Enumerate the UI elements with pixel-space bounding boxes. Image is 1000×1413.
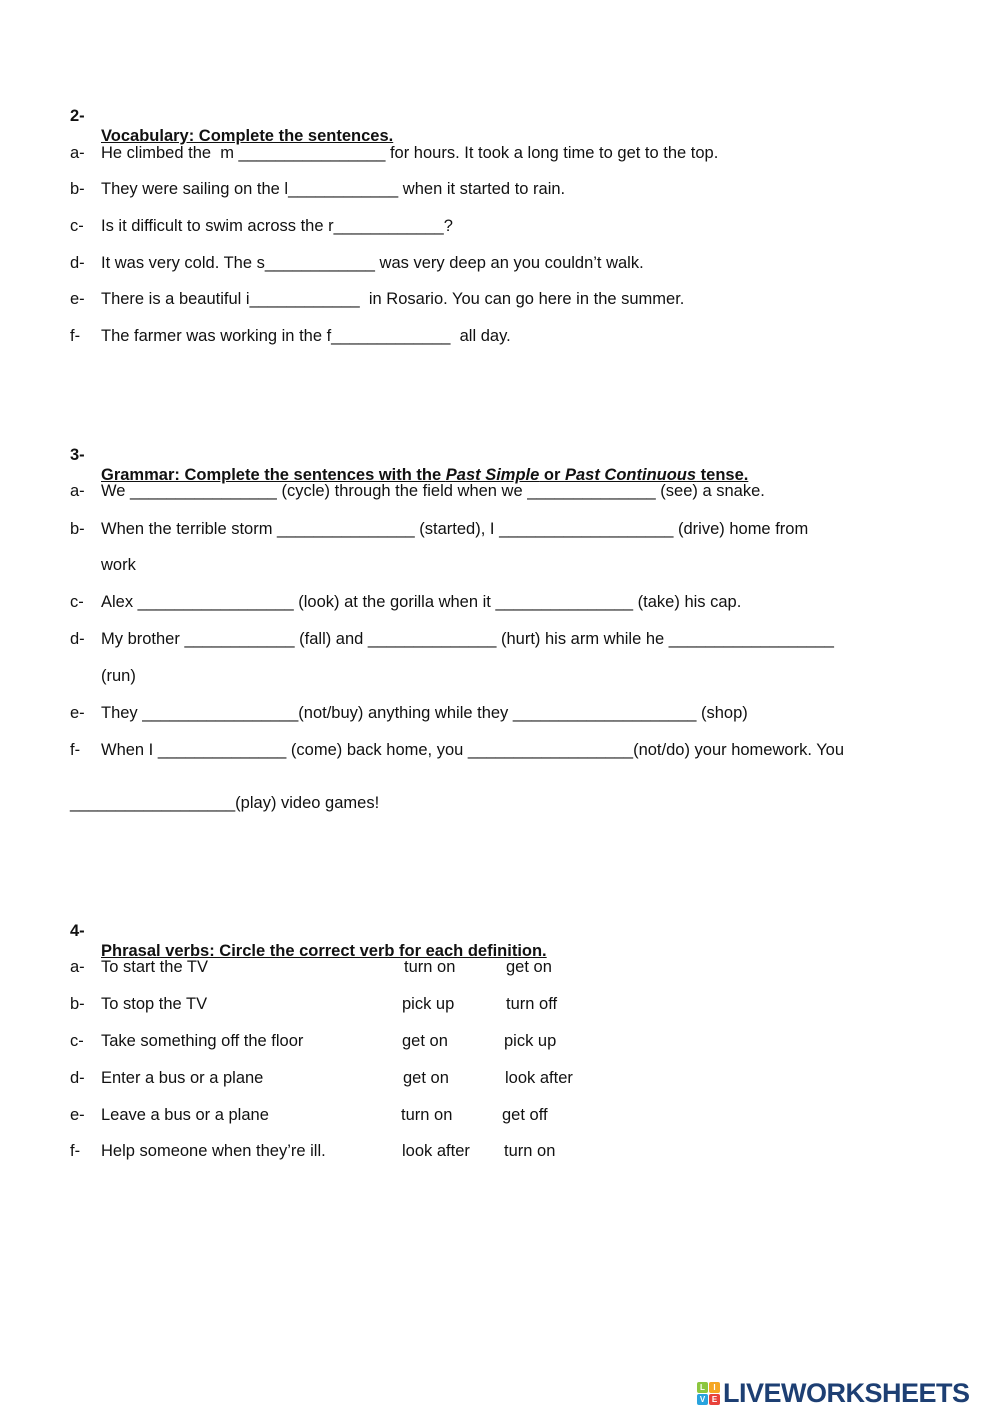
section-title: Phrasal verbs: Circle the correct verb for each definition. [101, 942, 547, 960]
option-2[interactable]: turn off [506, 995, 558, 1013]
item-label: c- [70, 217, 84, 235]
item-text: They _________________(not/buy) anything while they ____________________ (shop) [101, 704, 748, 722]
liveworksheets-logo [697, 1378, 970, 1409]
item-text: When the terrible storm _______________ (started), I ___________________ (drive) home from [101, 520, 809, 538]
item-label: f- [70, 741, 81, 759]
logo-tile: E [709, 1394, 720, 1405]
item-text: There is a beautiful i____________ in Rosario. You can go here in the summer. [101, 290, 685, 308]
section-title: Vocabulary: Complete the sentences. [101, 127, 394, 145]
item-label: f- [70, 1142, 81, 1160]
item-text: We ________________ (cycle) through the field when we ______________ (see) a snake. [101, 482, 765, 500]
item-label: a- [70, 958, 85, 976]
item-label: c- [70, 1032, 84, 1050]
section-number: 2- [70, 107, 85, 125]
logo-tile: I [709, 1382, 720, 1393]
section-4-heading [70, 901, 547, 961]
option-2[interactable]: turn on [504, 1142, 556, 1160]
option-1[interactable]: turn on [404, 958, 456, 976]
item-text: Is it difficult to swim across the r____________? [101, 217, 453, 235]
item-text: Alex _________________ (look) at the gorilla when it _______________ (take) his cap. [101, 593, 742, 611]
logo-tile: V [697, 1394, 708, 1405]
title-part: Grammar: Complete the sentences with the [101, 466, 446, 484]
item-label: b- [70, 995, 85, 1013]
title-italic-past-simple: Past Simple [445, 466, 540, 484]
item-label: b- [70, 520, 85, 538]
item-label: e- [70, 1106, 85, 1124]
item-text: work [101, 556, 136, 574]
section-number: 3- [70, 446, 85, 464]
item-label: b- [70, 180, 85, 198]
title-part: tense. [696, 466, 749, 484]
section-3-heading [70, 425, 749, 485]
item-text: My brother ____________ (fall) and ______________ (hurt) his arm while he __________________ [101, 630, 834, 648]
logo-tile: L [697, 1382, 708, 1393]
item-label: a- [70, 144, 85, 162]
option-1[interactable]: look after [402, 1142, 470, 1160]
item-label: f- [70, 327, 81, 345]
item-label: a- [70, 482, 85, 500]
option-1[interactable]: get on [402, 1032, 448, 1050]
grammar-item-continued[interactable] [70, 793, 379, 813]
live-tiles-icon [697, 1382, 720, 1405]
item-text: When I ______________ (come) back home, you __________________(not/do) your homework. You [101, 741, 845, 759]
definition: To stop the TV [101, 995, 208, 1013]
item-label: d- [70, 630, 85, 648]
definition: To start the TV [101, 958, 208, 976]
option-2[interactable]: get on [506, 958, 552, 976]
section-number: 4- [70, 922, 85, 940]
item-label: d- [70, 1069, 85, 1087]
logo-text: LIVEWORKSHEETS [723, 1378, 970, 1408]
option-1[interactable]: pick up [402, 995, 455, 1013]
item-text: (run) [101, 667, 136, 685]
item-text: __________________(play) video games! [70, 794, 380, 812]
item-label: c- [70, 593, 84, 611]
option-2[interactable]: look after [505, 1069, 573, 1087]
definition: Leave a bus or a plane [101, 1106, 269, 1124]
definition: Take something off the floor [101, 1032, 304, 1050]
item-label: e- [70, 290, 85, 308]
item-text: The farmer was working in the f_____________ all day. [101, 327, 511, 345]
item-text: He climbed the m ________________ for hours. It took a long time to get to the top. [101, 144, 719, 162]
title-italic-past-continuous: Past Continuous [564, 466, 697, 484]
definition: Enter a bus or a plane [101, 1069, 264, 1087]
item-label: d- [70, 254, 85, 272]
section-2-heading [70, 86, 394, 146]
item-text: They were sailing on the l____________ when it started to rain. [101, 180, 566, 198]
option-2[interactable]: get off [502, 1106, 548, 1124]
option-1[interactable]: turn on [401, 1106, 453, 1124]
option-2[interactable]: pick up [504, 1032, 557, 1050]
item-text: It was very cold. The s____________ was very deep an you couldn’t walk. [101, 254, 644, 272]
item-label: e- [70, 704, 85, 722]
title-part: or [539, 466, 565, 484]
option-1[interactable]: get on [403, 1069, 449, 1087]
definition: Help someone when they’re ill. [101, 1142, 326, 1160]
